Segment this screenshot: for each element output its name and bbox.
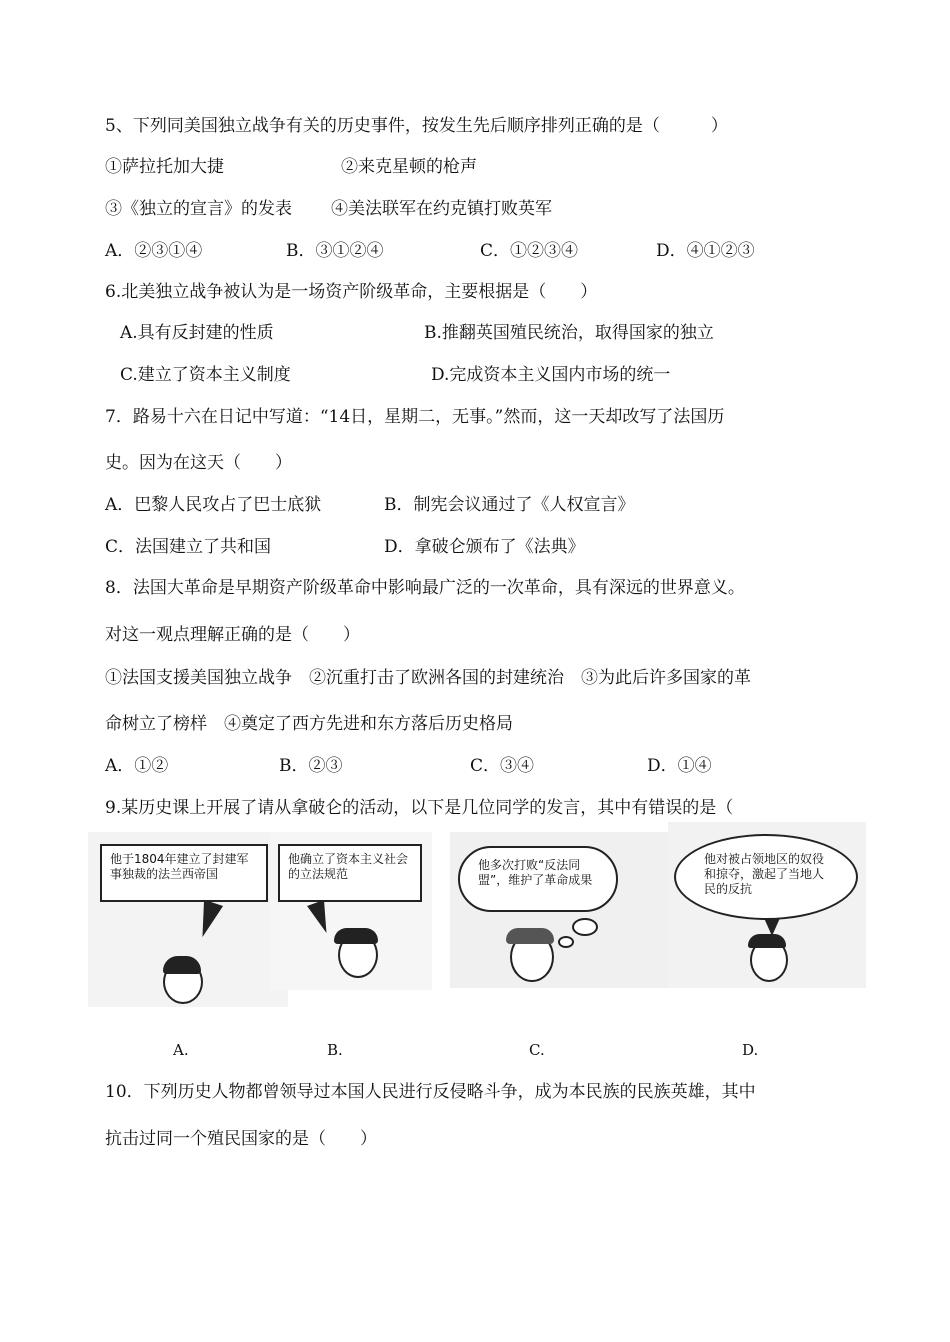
q6-option-d: D.完成资本主义国内市场的统一 <box>431 365 671 385</box>
q9-stem: 9.某历史课上开展了请从拿破仑的活动，以下是几位同学的发言，其中有错误的是（ <box>105 798 734 818</box>
q8-option-d: D．①④ <box>647 756 712 776</box>
q8-items-line2: 命树立了榜样 ④奠定了西方先进和东方落后历史格局 <box>105 714 513 734</box>
picture-label-c: C. <box>529 1041 545 1059</box>
q8-stem-line1: 8．法国大革命是早期资产阶级革命中影响最广泛的一次革命，具有深远的世界意义。 <box>105 578 745 598</box>
q6-stem: 6.北美独立战争被认为是一场资产阶级革命，主要根据是（ ） <box>105 282 598 302</box>
q7-option-c: C．法国建立了共和国 <box>105 537 272 557</box>
student-d-hair <box>748 934 786 948</box>
q5-item2: ②来克星顿的枪声 <box>341 157 477 177</box>
picture-label-a: A. <box>173 1041 189 1059</box>
thought-dot-small <box>558 936 574 948</box>
q8-option-a: A．①② <box>105 756 169 776</box>
picture-label-b: B. <box>327 1041 343 1059</box>
q5-stem: 5、下列同美国独立战争有关的历史事件，按发生先后顺序排列正确的是（ ） <box>105 116 728 136</box>
q6-option-c: C.建立了资本主义制度 <box>120 365 291 385</box>
q6-option-b: B.推翻英国殖民统治，取得国家的独立 <box>424 323 714 343</box>
speech-bubble-b: 他确立了资本主义社会的立法规范 <box>278 844 422 902</box>
q7-option-a: A．巴黎人民攻占了巴士底狱 <box>105 495 322 515</box>
q5-option-b: B．③①②④ <box>286 241 384 261</box>
q10-stem-line1: 10．下列历史人物都曾领导过本国人民进行反侵略斗争，成为本民族的民族英雄，其中 <box>105 1082 756 1102</box>
q8-option-b: B．②③ <box>279 756 343 776</box>
thought-bubble-c: 他多次打败“反法同盟”，维护了革命成果 <box>458 846 618 912</box>
bubble-tail-b <box>307 900 335 936</box>
student-c-hair <box>506 928 554 944</box>
speech-bubble-d: 他对被占领地区的奴役和掠夺，激起了当地人民的反抗 <box>674 834 858 920</box>
speech-bubble-a: 他于1804年建立了封建军事独裁的法兰西帝国 <box>100 844 268 902</box>
q5-item3: ③《独立的宣言》的发表 <box>105 199 292 219</box>
q7-option-b: B．制宪会议通过了《人权宣言》 <box>384 495 635 515</box>
q5-option-d: D．④①②③ <box>656 241 755 261</box>
cartoon-b <box>270 832 432 990</box>
q5-item1: ①萨拉托加大捷 <box>105 157 224 177</box>
bubble-tail-a <box>193 900 223 940</box>
q5-option-c: C．①②③④ <box>480 241 579 261</box>
q8-items-line1: ①法国支援美国独立战争 ②沉重打击了欧洲各国的封建统治 ③为此后许多国家的革 <box>105 668 751 688</box>
q8-stem-line2: 对这一观点理解正确的是（ ） <box>105 625 360 645</box>
q7-stem-line1: 7．路易十六在日记中写道：“14日，星期二，无事。”然而，这一天却改写了法国历 <box>105 407 725 427</box>
cartoon-a <box>88 832 288 1007</box>
q5-item4: ④美法联军在约克镇打败英军 <box>331 199 552 219</box>
student-a-hair <box>163 956 201 974</box>
q7-option-d: D．拿破仑颁布了《法典》 <box>384 537 585 557</box>
q8-option-c: C．③④ <box>470 756 535 776</box>
thought-dot-large <box>572 918 598 936</box>
q7-stem-line2: 史。因为在这天（ ） <box>105 453 292 473</box>
student-b-hair <box>334 928 378 944</box>
cartoon-c <box>450 832 672 988</box>
q6-option-a: A.具有反封建的性质 <box>120 323 274 343</box>
picture-label-d: D. <box>742 1041 759 1059</box>
q5-option-a: A．②③①④ <box>105 241 203 261</box>
cartoon-d <box>668 822 866 988</box>
q10-stem-line2: 抗击过同一个殖民国家的是（ ） <box>105 1129 377 1149</box>
